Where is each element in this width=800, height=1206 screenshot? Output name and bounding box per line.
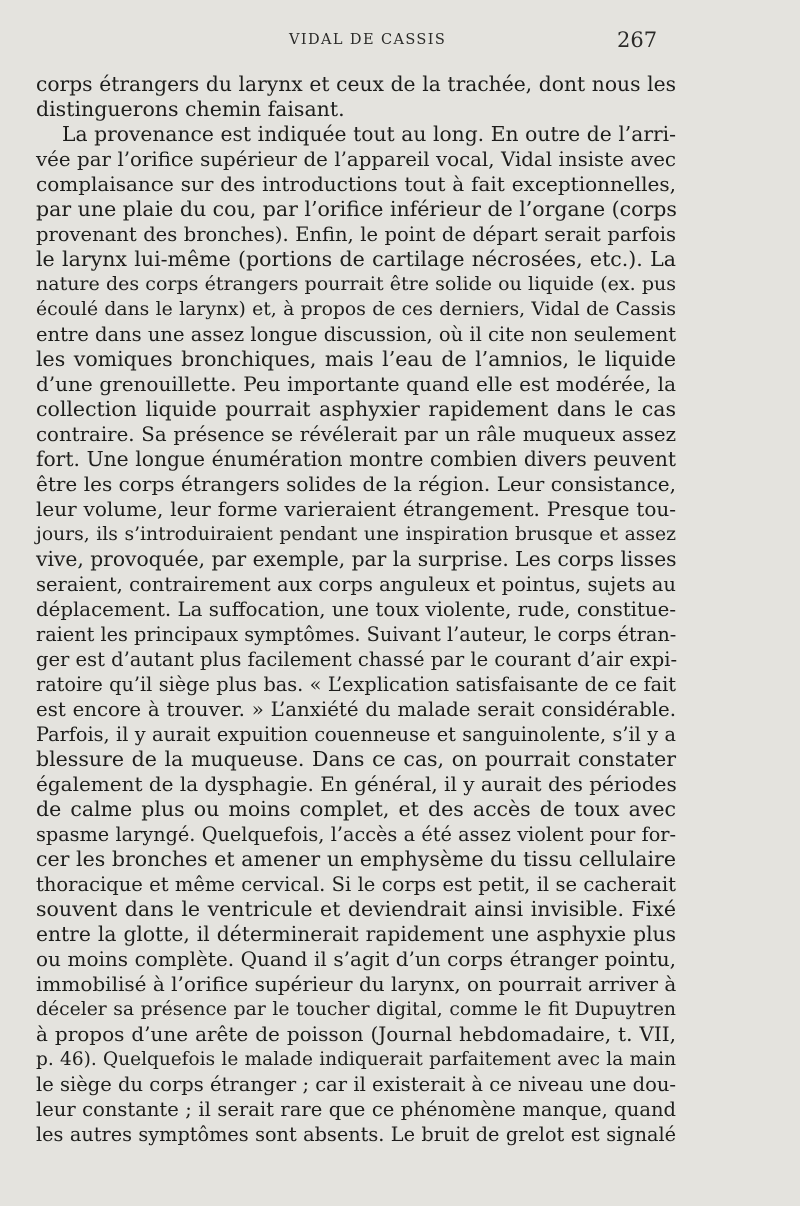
- text-line: ratoire qu’il siège plus bas. « L’explication satisfaisante de ce fait: [36, 673, 676, 696]
- text-line: écoulé dans le larynx) et, à propos de ces derniers, Vidal de Cassis: [36, 299, 676, 320]
- running-title: VIDAL DE CASSIS: [289, 32, 447, 48]
- page-number: 267: [617, 28, 658, 52]
- text-line: raient les principaux symptômes. Suivant l’auteur, le corps étran-: [36, 623, 677, 646]
- text-line: ou moins complète. Quand il s’agit d’un corps étranger pointu,: [36, 947, 676, 971]
- text-line: fort. Une longue énumération montre combien divers peuvent: [36, 447, 676, 471]
- text-line: les autres symptômes sont absents. Le bruit de grelot est signalé: [36, 1123, 676, 1146]
- text-line: distinguerons chemin faisant.: [36, 97, 345, 121]
- text-line: La provenance est indiquée tout au long. En outre de l’arri-: [62, 122, 676, 146]
- text-line: seraient, contrairement aux corps anguleux et pointus, sujets au: [36, 573, 676, 596]
- text-line: immobilisé à l’orifice supérieur du larynx, on pourrait arriver à: [36, 972, 677, 996]
- text-line: d’une grenouillette. Peu importante quand elle est modérée, la: [36, 372, 676, 396]
- text-line: Parfois, il y aurait expuition couenneuse et sanguinolente, s’il y a: [36, 723, 676, 746]
- text-line: p. 46). Quelquefois le malade indiquerait parfaitement avec la main: [36, 1049, 676, 1070]
- text-line: collection liquide pourrait asphyxier rapidement dans le cas: [36, 397, 676, 421]
- text-line: vive, provoquée, par exemple, par la surprise. Les corps lisses: [36, 547, 677, 571]
- text-line: entre dans une assez longue discussion, où il cite non seulement: [36, 323, 677, 346]
- text-line: contraire. Sa présence se révélerait par un râle muqueux assez: [36, 423, 676, 446]
- text-line: souvent dans le ventricule et deviendrait ainsi invisible. Fixé: [36, 897, 676, 921]
- text-line: provenant des bronches). Enfin, le point de départ serait parfois: [36, 223, 676, 246]
- text-line: cer les bronches et amener un emphysème du tissu cellulaire: [36, 847, 676, 871]
- text-line: blessure de la muqueuse. Dans ce cas, on pourrait constater: [36, 747, 676, 771]
- text-line: également de la dysphagie. En général, il y aurait des périodes: [36, 772, 677, 796]
- text-line: déplacement. La suffocation, une toux violente, rude, constitue-: [36, 598, 676, 621]
- text-line: le larynx lui-même (portions de cartilage nécrosées, etc.). La: [36, 247, 676, 271]
- running-head: [0, 28, 800, 56]
- text-line: thoracique et même cervical. Si le corps est petit, il se cacherait: [36, 873, 676, 896]
- text-line: complaisance sur des introductions tout à fait exceptionnelles,: [36, 172, 676, 196]
- text-line: entre la glotte, il déterminerait rapidement une asphyxie plus: [36, 922, 676, 946]
- text-line: est encore à trouver. » L’anxiété du malade serait considérable.: [36, 698, 676, 721]
- text-line: corps étrangers du larynx et ceux de la trachée, dont nous les: [36, 72, 676, 96]
- text-line: le siège du corps étranger ; car il existerait à ce niveau une dou-: [36, 1073, 676, 1096]
- text-line: vée par l’orifice supérieur de l’appareil vocal, Vidal insiste avec: [36, 148, 676, 171]
- text-line: leur constante ; il serait rare que ce phénomène manque, quand: [36, 1098, 676, 1121]
- text-line: par une plaie du cou, par l’orifice inférieur de l’organe (corps: [36, 197, 677, 221]
- text-line: déceler sa présence par le toucher digital, comme le fit Dupuytren: [36, 999, 676, 1020]
- text-line: jours, ils s’introduiraient pendant une inspiration brusque et assez: [36, 524, 676, 545]
- text-line: les vomiques bronchiques, mais l’eau de l’amnios, le liquide: [36, 347, 676, 371]
- text-line: de calme plus ou moins complet, et des accès de toux avec: [36, 797, 676, 821]
- text-line: être les corps étrangers solides de la région. Leur consistance,: [36, 472, 676, 496]
- text-line: nature des corps étrangers pourrait être solide ou liquide (ex. pus: [36, 273, 676, 295]
- text-line: ger est d’autant plus facilement chassé par le courant d’air expi-: [36, 648, 678, 671]
- text-line: à propos d’une arête de poisson (Journal hebdomadaire, t. VII,: [36, 1022, 676, 1046]
- text-line: leur volume, leur forme varieraient étrangement. Presque tou-: [36, 497, 676, 521]
- text-line: spasme laryngé. Quelquefois, l’accès a été assez violent pour for-: [36, 823, 676, 846]
